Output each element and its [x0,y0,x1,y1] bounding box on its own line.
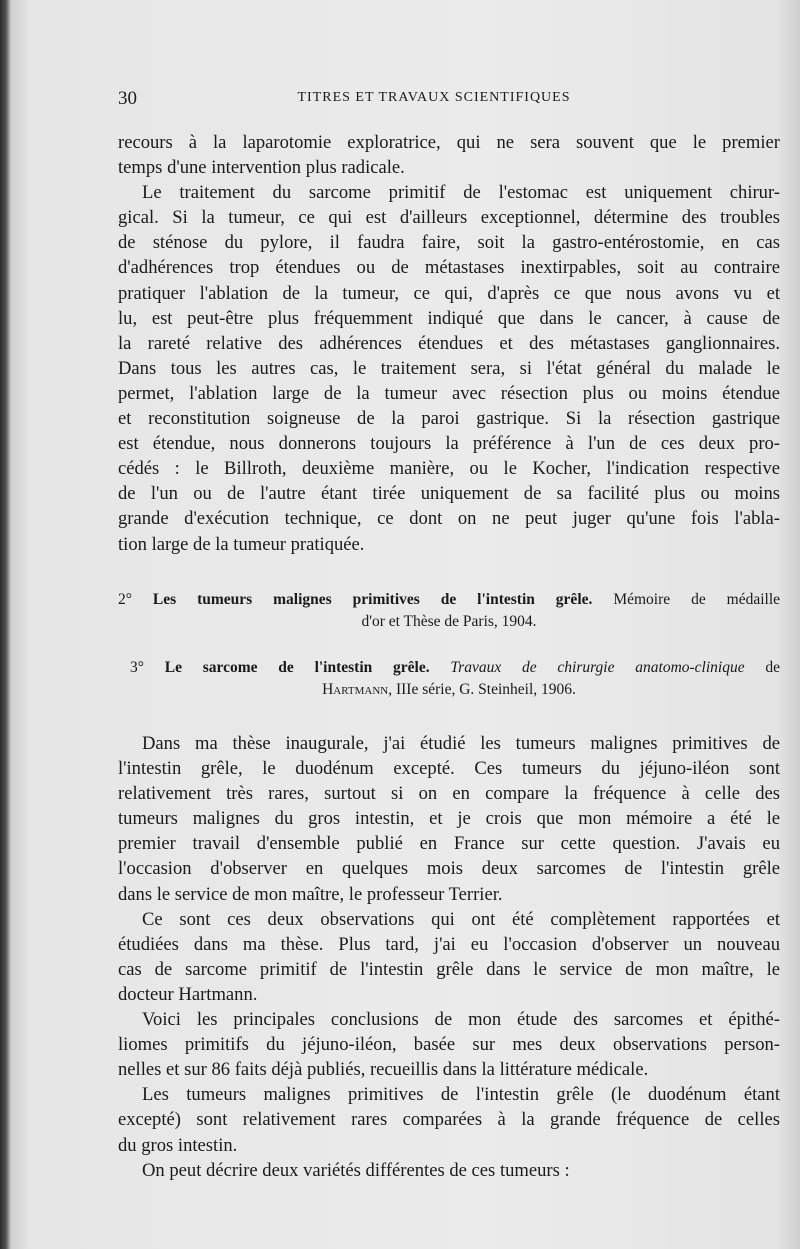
text-line: cas de sarcome primitif de l'intestin grêle dans le service de mon maître, le [118,958,780,980]
text-line: d'adhérences trop étendues ou de métastases inextirpables, soit au contraire [118,257,780,279]
text-line: relativement très rares, surtout si on en compare la fréquence à celle des [118,783,780,805]
item-detail-line2: , IIIe série, G. Steinheil, 1906. [388,681,576,698]
text-line: de sténose du pylore, il faudra faire, soit la gastro-entérostomie, en cas [118,232,780,254]
bibliography-item-2 [118,589,780,633]
text-line: Voici les principales conclusions de mon étude des sarcomes et épithé- [142,1009,780,1031]
body-text-block-1 [118,130,780,557]
text-line: Le traitement du sarcome primitif de l'estomac est uniquement chirur- [142,182,780,204]
text-line: grande d'exécution technique, ce dont on ne peut juger qu'une fois l'abla- [118,508,780,530]
item-detail: Mémoire de médaille [613,591,781,608]
item-number: 2° [118,591,132,608]
body-text-block-2 [118,731,780,1183]
running-title: TITRES ET TRAVAUX SCIENTIFIQUES [297,90,571,105]
text-line: docteur Hartmann. [118,983,258,1005]
text-line: de l'un ou de l'autre étant tirée uniquement de sa facilité plus ou moins [118,483,780,505]
item-title: Le sarcome de l'intestin grêle. [164,659,430,676]
item-number: 3° [130,659,144,676]
text-line: Dans ma thèse inaugurale, j'ai étudié les tumeurs malignes primitives de [142,733,780,754]
text-line: temps d'une intervention plus radicale. [118,157,405,179]
bibliography-item-3 [118,657,780,701]
text-line: tumeurs malignes du gros intestin, et je crois que mon mémoire a été le [118,808,780,830]
text-line: et reconstitution soigneuse de la paroi gastrique. Si la résection gastrique [118,408,780,430]
item-detail: de [765,659,781,676]
text-line: est étendue, nous donnerons toujours la préférence à l'un de ces deux pro- [118,433,780,455]
item-detail-line2: d'or et Thèse de Paris, 1904. [361,613,537,630]
text-line: du gros intestin. [118,1134,238,1156]
text-line: la rareté relative des adhérences étendues et des métastases ganglionnaires. [118,332,780,354]
text-line: tion large de la tumeur pratiquée. [118,533,365,555]
page-number: 30 [118,88,137,109]
text-line: l'intestin grêle, le duodénum excepté. Ces tumeurs du jéjuno-iléon sont [118,758,780,780]
text-line: recours à la laparotomie exploratrice, qui ne sera souvent que le premier [118,132,780,153]
text-line: étudiées dans ma thèse. Plus tard, j'ai eu l'occasion d'observer un nouveau [118,933,780,955]
text-line: dans le service de mon maître, le professeur Terrier. [118,883,503,905]
text-line: gical. Si la tumeur, ce qui est d'ailleurs exceptionnel, détermine des troubles [118,207,780,229]
text-line: Les tumeurs malignes primitives de l'intestin grêle (le duodénum étant [142,1084,780,1106]
text-line: pratiquer l'ablation de la tumeur, ce qui, d'après ce que nous avons vu et [118,282,780,304]
text-line: Ce sont ces deux observations qui ont été complètement rapportées et [142,908,780,930]
text-line: lu, est peut-être plus fréquemment indiqué que dans le cancer, à cause de [118,307,780,329]
running-header [118,88,780,112]
text-line: premier travail d'ensemble publié en France sur cette question. J'avais eu [118,833,780,855]
text-line: nelles et sur 86 faits déjà publiés, recueillis dans la littérature médicale. [118,1059,649,1081]
text-line: On peut décrire deux variétés différentes de ces tumeurs : [142,1159,570,1181]
text-line: l'occasion d'observer en quelques mois deux sarcomes de l'intestin grêle [118,858,780,880]
item-author: Hartmann [322,681,389,698]
item-journal: Travaux de chirurgie anatomo-clinique [450,659,745,676]
text-line: permet, l'ablation large de la tumeur avec résection plus ou moins étendue [118,382,780,404]
text-line: Dans tous les autres cas, le traitement sera, si l'état général du malade le [118,357,780,379]
text-line: excepté) sont relativement rares comparées à la grande fréquence de celles [118,1109,780,1131]
item-title: Les tumeurs malignes primitives de l'intestin grêle. [152,591,593,608]
text-line: liomes primitifs du jéjuno-iléon, basée sur mes deux observations person- [118,1034,780,1056]
text-line: cédés : le Billroth, deuxième manière, ou le Kocher, l'indication respective [118,458,780,480]
